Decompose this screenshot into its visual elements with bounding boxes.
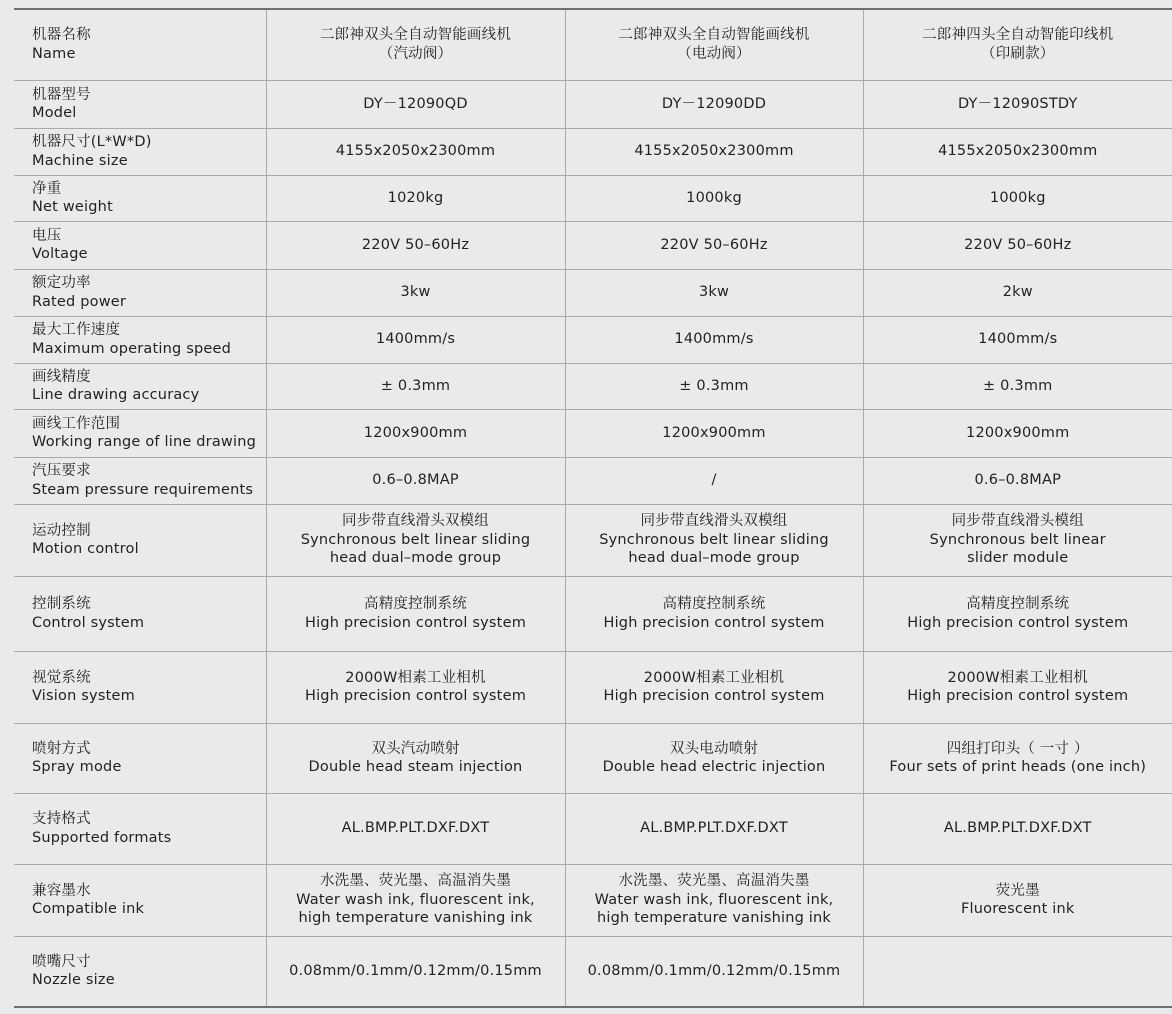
cell-text-line: 0.08mm/0.1mm/0.12mm/0.15mm [587,963,841,979]
row-label-motion [14,504,266,576]
cell-text-line: Double head steam injection [308,759,523,775]
spec-row-control [14,576,1172,651]
cell-motion-machine-1 [266,504,565,576]
cell-spray-machine-2 [565,723,863,793]
cell-text-line: high temperature vanishing ink [596,910,832,927]
label-chinese: 额定功率 [32,275,91,291]
cell-text-line: 1000kg [686,189,742,206]
cell-text-line: DY－12090QD [363,95,468,112]
spec-row-accuracy [14,363,1172,409]
cell-spray-machine-1 [266,723,565,793]
cell-text-line: 双头汽动喷射 [371,740,460,757]
label-english: Compatible ink [32,901,145,917]
cell-power-machine-2 [565,269,863,316]
label-english: Machine size [32,152,128,169]
spec-row-voltage [14,221,1172,269]
label-chinese: 机器尺寸(L*W*D) [32,134,152,150]
cell-text-line: 水洗墨、荧光墨、高温消失墨 [319,873,512,890]
cell-text-line: 3kw [400,284,431,301]
spec-row-power [14,269,1172,316]
cell-accuracy-machine-3 [863,363,1172,409]
label-english: Line drawing accuracy [32,387,200,403]
cell-text-line: DY－12090DD [661,95,767,112]
cell-text-line: ± 0.3mm [380,377,451,394]
cell-range-machine-1 [266,409,565,457]
label-english: Supported formats [32,829,172,846]
row-label-ink [14,864,266,936]
row-label-range [14,409,266,457]
row-label-speed [14,316,266,363]
cell-text-line: Synchronous belt linear sliding [599,531,829,548]
cell-text-line: High precision control system [907,614,1129,631]
label-english: Steam pressure requirements [32,481,254,498]
cell-vision-machine-2 [565,651,863,723]
cell-size-machine-1 [266,128,565,175]
row-label-accuracy [14,363,266,409]
row-label-spray [14,723,266,793]
label-english: Working range of line drawing [32,434,257,450]
label-chinese: 机器型号 [32,86,91,103]
cell-text-line: 4155x2050x2300mm [938,143,1098,160]
cell-size-machine-2 [565,128,863,175]
cell-accuracy-machine-2 [565,363,863,409]
cell-weight-machine-3 [863,175,1172,221]
spec-row-motion [14,504,1172,576]
cell-text-line: AL.BMP.PLT.DXF.DXT [640,820,788,837]
label-chinese: 运动控制 [32,522,91,539]
cell-text-line: 高精度控制系统 [662,596,766,612]
cell-power-machine-1 [266,269,565,316]
cell-text-line: ± 0.3mm [679,377,749,394]
cell-text-line: 二郎神四头全自动智能印线机 [922,27,1114,44]
spec-row-spray [14,723,1172,793]
cell-name-machine-1 [266,10,565,80]
cell-text-line: 1200x900mm [662,424,766,441]
cell-model-machine-1 [266,80,565,128]
cell-text-line: 1200x900mm [363,424,468,441]
label-chinese: 电压 [32,227,62,244]
spec-row-model [14,80,1172,128]
cell-text-line: AL.BMP.PLT.DXF.DXT [341,820,490,837]
cell-text-line: / [711,472,717,489]
cell-speed-machine-1 [266,316,565,363]
cell-control-machine-1 [266,576,565,651]
cell-nozzle-machine-2 [565,936,863,1006]
cell-text-line: 同步带直线滑头双模组 [342,513,489,530]
cell-text-line: high temperature vanishing ink [298,910,533,927]
row-label-steam [14,457,266,504]
label-english: Vision system [32,688,135,704]
cell-speed-machine-3 [863,316,1172,363]
row-label-control [14,576,266,651]
cell-text-line: 4155x2050x2300mm [335,143,496,160]
cell-vision-machine-1 [266,651,565,723]
spec-row-ink [14,864,1172,936]
cell-motion-machine-3 [863,504,1172,576]
row-label-name [14,10,266,80]
cell-text-line: 四组打印头（ 一寸 ） [946,740,1089,757]
label-english: Maximum operating speed [32,340,232,357]
cell-text-line: Water wash ink, fluorescent ink, [296,891,535,908]
cell-nozzle-machine-1 [266,936,565,1006]
label-english: Model [32,105,77,121]
cell-size-machine-3 [863,128,1172,175]
cell-text-line: 同步带直线滑头模组 [951,513,1084,530]
cell-text-line: 1400mm/s [375,331,456,348]
cell-range-machine-2 [565,409,863,457]
spec-row-nozzle [14,936,1172,1006]
cell-power-machine-3 [863,269,1172,316]
label-chinese: 视觉系统 [32,669,91,686]
cell-model-machine-3 [863,80,1172,128]
cell-ink-machine-3 [863,864,1172,936]
cell-voltage-machine-3 [863,221,1172,269]
row-label-model [14,80,266,128]
cell-weight-machine-1 [266,175,565,221]
cell-text-line: AL.BMP.PLT.DXF.DXT [943,820,1092,837]
label-english: Control system [32,614,145,631]
cell-accuracy-machine-1 [266,363,565,409]
cell-text-line: Water wash ink, fluorescent ink, [594,891,834,908]
row-label-size [14,128,266,175]
cell-text-line: 1000kg [989,189,1046,206]
cell-text-line: Fluorescent ink [960,901,1075,917]
cell-text-line: ± 0.3mm [983,377,1053,394]
cell-text-line: 2000W相素工业相机 [947,669,1088,686]
cell-text-line: High precision control system [603,614,825,631]
cell-text-line: 2000W相素工业相机 [643,669,785,686]
label-english: Motion control [32,541,139,557]
label-chinese: 喷射方式 [32,740,91,757]
spec-table [14,10,1172,1006]
spec-row-speed [14,316,1172,363]
cell-text-line: （电动阀） [677,45,751,62]
cell-text-line: 二郎神双头全自动智能画线机 [319,27,512,44]
cell-motion-machine-2 [565,504,863,576]
label-chinese: 最大工作速度 [32,322,121,338]
cell-name-machine-2 [565,10,863,80]
label-chinese: 画线精度 [32,368,91,385]
cell-text-line: 4155x2050x2300mm [634,143,794,160]
cell-range-machine-3 [863,409,1172,457]
row-label-power [14,269,266,316]
row-label-vision [14,651,266,723]
label-chinese: 喷嘴尺寸 [32,953,91,970]
cell-formats-machine-2 [565,793,863,864]
cell-text-line: head dual–mode group [329,550,502,567]
cell-text-line: Synchronous belt linear [929,531,1106,548]
cell-text-line: 荧光墨 [995,882,1040,899]
cell-text-line: 2000W相素工业相机 [345,669,486,686]
cell-text-line: High precision control system [304,614,527,631]
cell-nozzle-machine-3 [863,936,1172,1006]
label-english: Voltage [32,246,88,262]
cell-formats-machine-1 [266,793,565,864]
cell-text-line: 220V 50–60Hz [660,236,768,253]
cell-model-machine-2 [565,80,863,128]
cell-text-line: High precision control system [907,688,1129,704]
spec-row-vision [14,651,1172,723]
cell-text-line: 3kw [698,284,730,301]
cell-text-line: Four sets of print heads (one inch) [889,759,1147,775]
cell-text-line: Synchronous belt linear sliding [300,531,531,548]
label-chinese: 兼容墨水 [32,882,91,899]
label-chinese: 净重 [32,180,62,197]
spec-row-formats [14,793,1172,864]
spec-row-steam [14,457,1172,504]
cell-voltage-machine-1 [266,221,565,269]
cell-text-line: 0.08mm/0.1mm/0.12mm/0.15mm [289,963,542,979]
cell-text-line: 高精度控制系统 [364,596,467,612]
cell-control-machine-2 [565,576,863,651]
row-label-weight [14,175,266,221]
cell-steam-machine-3 [863,457,1172,504]
cell-text-line: 高精度控制系统 [966,596,1070,612]
label-english: Nozzle size [32,972,115,989]
cell-ink-machine-1 [266,864,565,936]
spec-row-range [14,409,1172,457]
cell-ink-machine-2 [565,864,863,936]
cell-formats-machine-3 [863,793,1172,864]
cell-text-line: High precision control system [603,688,825,704]
cell-text-line: （印刷款） [981,45,1055,62]
label-chinese: 汽压要求 [32,463,91,479]
cell-weight-machine-2 [565,175,863,221]
cell-steam-machine-1 [266,457,565,504]
label-chinese: 机器名称 [32,27,91,44]
cell-text-line: （汽动阀） [378,45,453,62]
label-english: Spray mode [32,759,122,775]
cell-text-line: 水洗墨、荧光墨、高温消失墨 [618,873,810,890]
cell-name-machine-3 [863,10,1172,80]
cell-voltage-machine-2 [565,221,863,269]
spec-row-size [14,128,1172,175]
spec-row-name [14,10,1172,80]
row-label-formats [14,793,266,864]
cell-text-line: 二郎神双头全自动智能画线机 [618,27,810,44]
spec-sheet [14,8,1172,1008]
cell-text-line: head dual–mode group [628,550,800,567]
cell-text-line: 2kw [1002,284,1033,301]
label-chinese: 画线工作范围 [32,415,121,432]
cell-text-line: DY－12090STDY [957,95,1078,112]
label-english: Rated power [32,293,127,310]
cell-text-line: slider module [967,550,1069,567]
cell-text-line: 0.6–0.8MAP [974,472,1062,489]
row-label-nozzle [14,936,266,1006]
cell-text-line: Double head electric injection [602,759,826,775]
cell-text-line: 1020kg [387,189,444,206]
cell-speed-machine-2 [565,316,863,363]
label-english: Net weight [32,199,113,215]
cell-text-line: 220V 50–60Hz [964,236,1072,253]
cell-steam-machine-2 [565,457,863,504]
label-chinese: 支持格式 [32,811,91,827]
row-label-voltage [14,221,266,269]
label-english: Name [32,45,76,62]
cell-text-line: High precision control system [304,688,527,704]
cell-text-line: 1400mm/s [978,331,1058,348]
cell-text-line: 1200x900mm [966,424,1070,441]
cell-text-line: 1400mm/s [674,331,754,348]
cell-text-line: 0.6–0.8MAP [372,472,459,489]
cell-control-machine-3 [863,576,1172,651]
spec-row-weight [14,175,1172,221]
cell-text-line: 220V 50–60Hz [361,236,470,253]
label-chinese: 控制系统 [32,596,91,612]
cell-spray-machine-3 [863,723,1172,793]
spec-table-body [14,10,1172,1006]
cell-text-line: 双头电动喷射 [669,740,759,757]
cell-vision-machine-3 [863,651,1172,723]
cell-text-line: 同步带直线滑头双模组 [640,513,788,530]
